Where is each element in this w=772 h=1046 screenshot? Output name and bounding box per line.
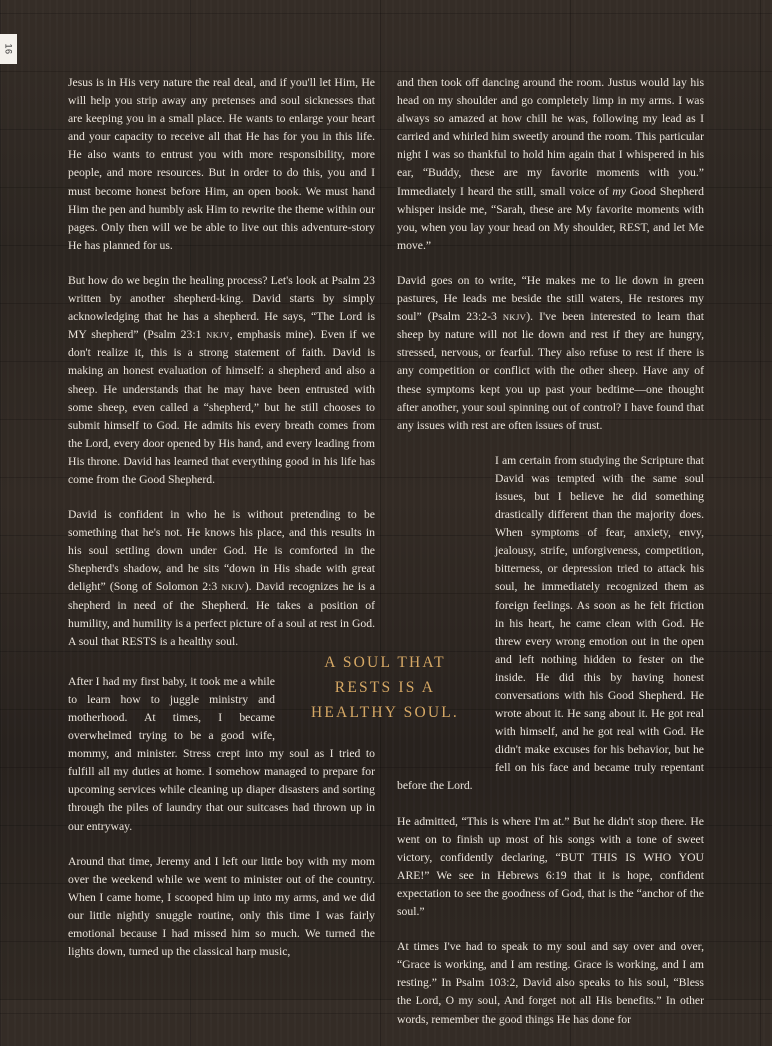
right-column [397, 74, 704, 1046]
bible-version: NKJV [206, 330, 230, 341]
bible-version: NKJV [221, 582, 245, 593]
left-column [68, 74, 375, 978]
right-paragraph-5: At times I've had to speak to my soul and say over and over, “Grace is working, and I am resting. Grace is working, and I am resting.” In Psalm 103:2, David also speaks to his soul, “Bless the Lord, O my soul, And forget not all His benefits.” In other words, remember the good things He has done for [397, 940, 704, 1026]
bible-version: NKJV [502, 312, 527, 323]
right-paragraph-3: I am certain from studying the Scripture that David was tempted with the same soul issues, but I believe he did something drastically different than the majority does. When symptoms of fear, anxiety, envy, jealousy, strife, unforgiveness, competition, bitterness, or depression tried to attack his soul, he immediately recognized them as foreign feelings. As soon as he felt friction in his heart, he came clean with God. He threw every wrong emotion out in the open and left nothing hidden to fester on the inside. He did this by having honest conversations with his Good Shepherd. He wrote about it. He sang about it. He got real with himself, and he got real with God. He didn't make excuses for his behavior, but he fell on his face and became truly repentant before the Lord. [397, 453, 704, 793]
left-paragraph-2: But how do we begin the healing process? Let's look at Psalm 23 written by another shepherd-king. David starts by simply acknowledging that he has a shepherd. He says, “The Lord is MY shepherd” (Psalm 23:1 NKJV, emphasis mine). Even if we don't realize it, this is a strong statement of faith. David is making an honest evaluation of himself: a shepherd and also a sheep. He understands that he may have been entrusted with some sheep, even called a “shepherd,” but he still chooses to submit himself to God. He admits his every breath comes from the Lord, every door opened by His hand, and every leading from His throne. David has learned that everything good in his life has come from the Good Shepherd. [68, 273, 375, 486]
left-paragraph-3: David is confident in who he is without pretending to be something that he's not. He knows his place, and this results in his soul settling down under God. He is comforted in the Shepherd's shadow, and he sits “down in His shade with great delight” (Song of Solomon 2:3 NKJV). David recognizes he is a shepherd in need of the Shepherd. He takes a position of humility, and humility is a perfect picture of a soul at rest in God. A soul that RESTS is a healthy soul. [68, 508, 375, 648]
page-number-tab [0, 34, 17, 64]
left-paragraph-4: After I had my first baby, it took me a while to learn how to juggle ministry and motherhood. At times, I became overwhelmed trying to be a good wife, mommy, and minister. Stress crept into my soul as I tried to fulfill all my duties at home. I somehow managed to prepare for upcoming services while cleaning up diaper disasters and sorting through the piles of laundry that our suitcases had thrown up in our entryway. [68, 674, 375, 833]
left-paragraph-5: Around that time, Jeremy and I left our little boy with my mom over the weekend while we went to minister out of the country. When I came home, I scooped him up into my arms, and we did our little nightly snuggle routine, only this time I was fairly emotional because I had missed him so much. We turned the lights down, turned up the classical harp music, [68, 854, 375, 959]
pull-quote-line-2: RESTS IS A [334, 679, 436, 696]
pull-quote-line-1: A SOUL THAT [324, 654, 446, 671]
right-paragraph-4: He admitted, “This is where I'm at.” But he didn't stop there. He went on to finish up most of his songs with a tone of sweet victory, confidently declaring, “BUT THIS IS WHO YOU ARE!” We see in Hebrews 6:19 that it is hope, confident expectation to see the goodness of God, that is the “anchor of the soul.” [397, 814, 704, 919]
pull-quote-line-3: HEALTHY SOUL. [310, 704, 459, 721]
left-paragraph-1: Jesus is in His very nature the real deal, and if you'll let Him, He will help you strip away any pretenses and soul sicknesses that are keeping you in a small place. He wants to enlarge your heart and your capacity to receive all that He has for you in this life. He also wants to entrust you with more responsibility, more people, and more resources. But in order to do this, you and I must become honest before Him, an open book. We must hand Him the pen and humbly ask Him to rewrite the theme within our pages. Only then will we be able to live out this adventure-story He has planned for us. [68, 76, 375, 252]
page-number: 16 [3, 43, 14, 55]
right-paragraph-1: and then took off dancing around the room. Justus would lay his head on my shoulder and go completely limp in my arms. I was always so amazed at how chill he was, following my lead as I carried and whirled him sweetly around the room. This particular night I was so thankful to hold him again that I whispered in his ear, “Buddy, these are my favorite moments with you.” Immediately I heard the still, small voice of my Good Shepherd whisper inside me, “Sarah, these are My favorite moments with you, when you lay your head on My shoulder, REST, and let Me move.” [397, 76, 704, 252]
right-paragraph-2: David goes on to write, “He makes me to lie down in green pastures, He leads me beside the still waters, He restores my soul” (Psalm 23:2-3 NKJV). I've been interested to learn that sheep by nature will not lie down and rest if they are hungry, stressed, nervous, or fearful. They also refuse to rest if there is any competition or conflict with the other sheep. Have any of these symptoms kept you up past your bedtime—one thought after another, your soul spinning out of control? I have found that any issues with rest are often issues of trust. [397, 273, 704, 432]
